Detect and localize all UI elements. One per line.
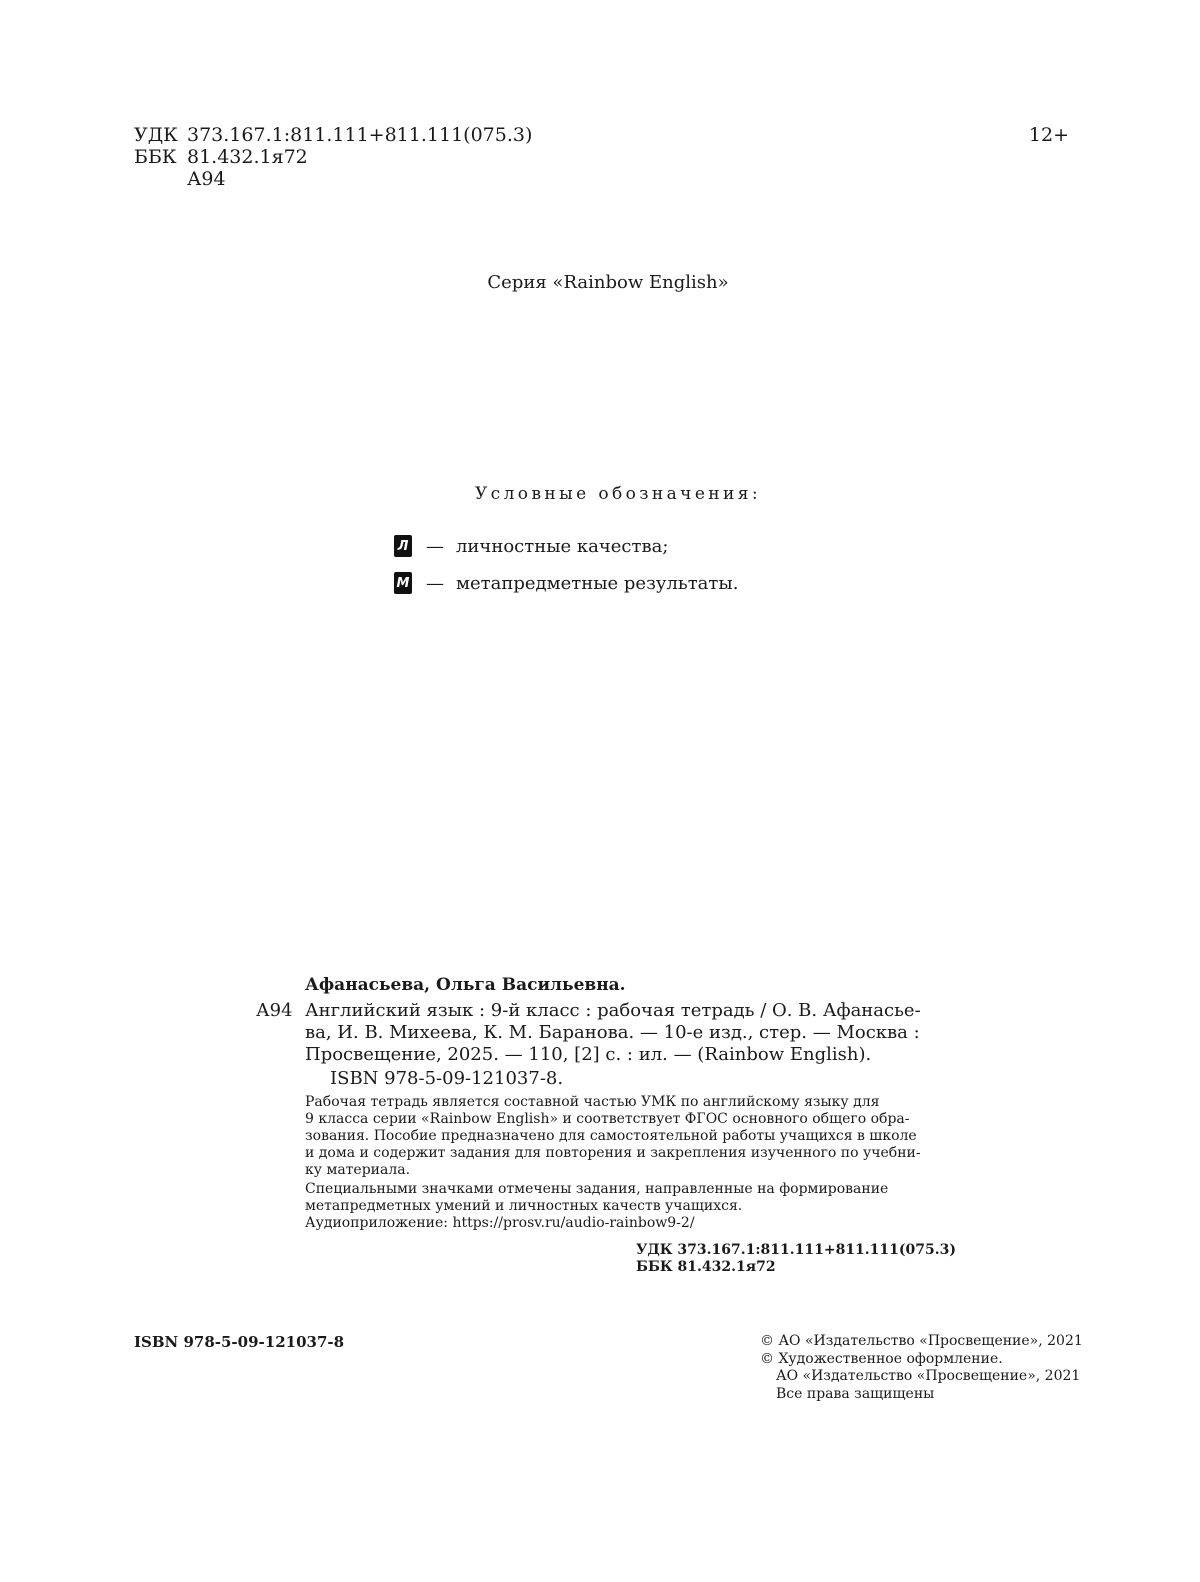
audio-link: Аудиоприложение: https://prosv.ru/audio-rainbow9-2/ xyxy=(305,1215,695,1231)
copyright-line: © АО «Издательство «Просвещение», 2021 xyxy=(760,1333,1083,1349)
legend-text: метапредметные результаты. xyxy=(456,572,739,594)
legend-title: Условные обозначения: xyxy=(475,484,761,504)
classification-udc: УДК 373.167.1:811.111+811.111(075.3) xyxy=(636,1242,956,1258)
annotation-line: ку материала. xyxy=(305,1162,411,1178)
bibliography-line: ва, И. В. Михеева, К. М. Баранова. — 10-е изд., стер. — Москва : xyxy=(305,1022,920,1043)
legend-item-personal xyxy=(394,535,668,557)
udc-value: 373.167.1:811.111+811.111(075.3) xyxy=(187,124,533,146)
annotation-line: Рабочая тетрадь является составной частью УМК по английскому языку для xyxy=(305,1094,880,1110)
personal-qualities-icon: Л xyxy=(394,535,412,557)
copyright-line: © Художественное оформление. xyxy=(760,1351,1003,1367)
annotation-line: метапредметных умений и личностных качеств учащихся. xyxy=(305,1198,743,1214)
bibliography-line: Английский язык : 9-й класс : рабочая тетрадь / О. В. Афанасье- xyxy=(305,1000,921,1021)
legend-text: личностные качества; xyxy=(456,535,669,557)
metasubject-results-icon: М xyxy=(394,572,412,594)
bibliography-isbn: ISBN 978-5-09-121037-8. xyxy=(330,1068,564,1089)
annotation-line: 9 класса серии «Rainbow English» и соответствует ФГОС основного общего обра- xyxy=(305,1111,910,1127)
bibliography-author: Афанасьева, Ольга Васильевна. xyxy=(305,975,626,995)
annotation-line: Специальными значками отмечены задания, направленные на формирование xyxy=(305,1181,889,1197)
bibliography-line: Просвещение, 2025. — 110, [2] с. : ил. — (Rainbow English). xyxy=(305,1044,872,1065)
footer-isbn: ISBN 978-5-09-121037-8 xyxy=(134,1333,345,1351)
bbk-value: 81.432.1я72 xyxy=(187,146,308,168)
udc-label: УДК xyxy=(134,124,178,146)
series-title: Серия «Rainbow English» xyxy=(487,272,729,293)
bbk-label: ББК xyxy=(134,146,177,168)
annotation-line: зования. Пособие предназначено для самостоятельной работы учащихся в школе xyxy=(305,1128,917,1144)
author-code: А94 xyxy=(187,168,226,190)
legend-dash: — xyxy=(426,572,444,594)
rights-reserved: Все права защищены xyxy=(776,1386,935,1402)
age-rating: 12+ xyxy=(1028,124,1069,146)
legend-item-metasubject xyxy=(394,572,738,594)
legend-dash: — xyxy=(426,535,444,557)
annotation-line: и дома и содержит задания для повторения и закрепления изученного по учебни- xyxy=(305,1145,921,1161)
bibliography-code: А94 xyxy=(256,1000,293,1021)
copyright-line: АО «Издательство «Просвещение», 2021 xyxy=(776,1368,1081,1384)
classification-bbk: ББК 81.432.1я72 xyxy=(636,1259,776,1275)
